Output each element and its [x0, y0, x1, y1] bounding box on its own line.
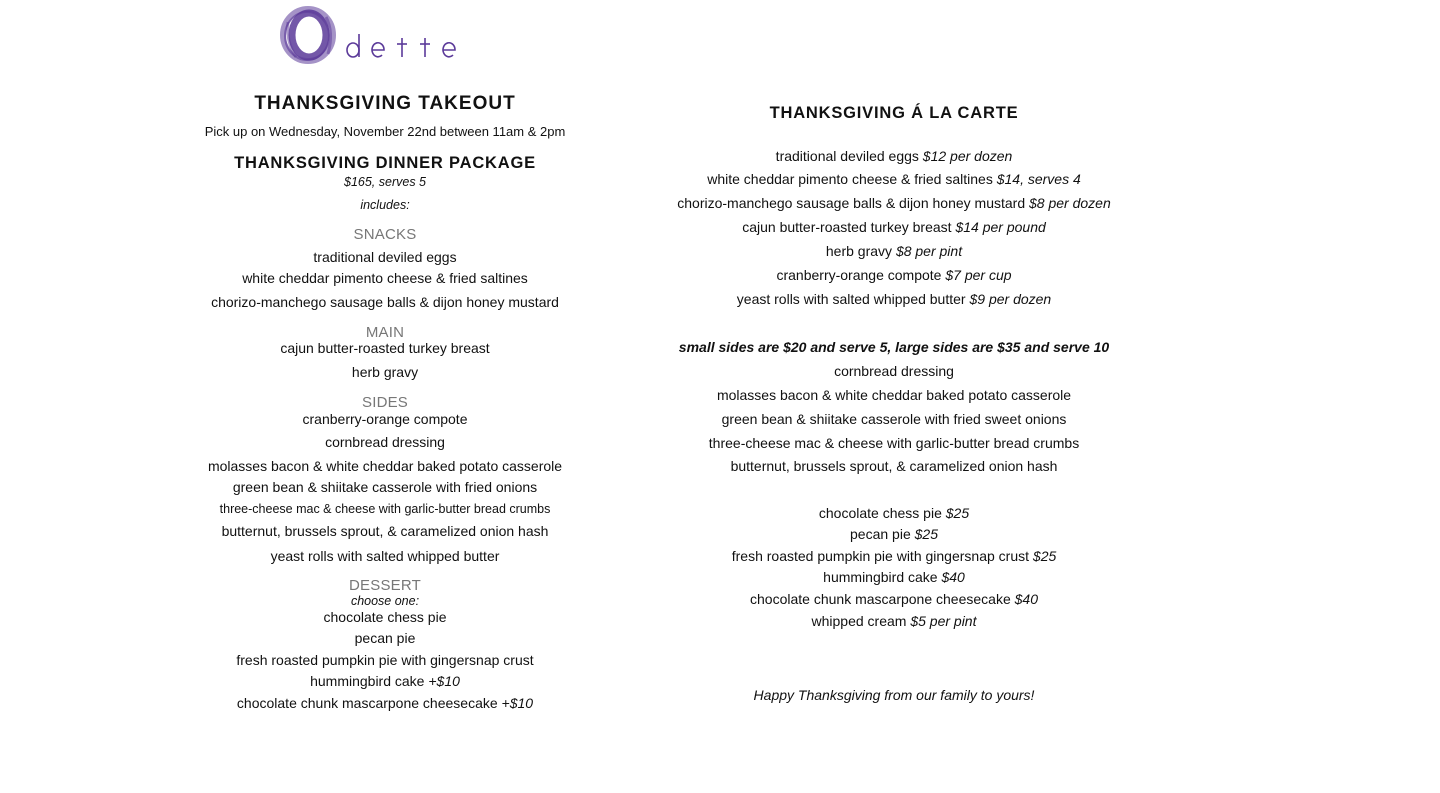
menu-item: cajun butter-roasted turkey breast $14 per pound [742, 219, 1046, 235]
menu-item: chocolate chunk mascarpone cheesecake +$10 [236, 695, 534, 711]
menu-item: three-cheese mac & cheese with garlic-butter bread crumbs [219, 502, 551, 516]
price: $8 per pint [895, 243, 963, 259]
price: $12 per dozen [922, 148, 1013, 164]
dessert-heading: DESSERT [349, 577, 421, 594]
menu-item: cornbread dressing [834, 363, 954, 379]
price: $8 per dozen [1029, 195, 1111, 211]
menu-item: butternut, brussels sprout, & caramelized onion hash [730, 458, 1058, 474]
menu-item: pecan pie [354, 630, 416, 646]
menu-item: molasses bacon & white cheddar baked potato casserole [716, 387, 1072, 403]
menu-item: cornbread dressing [325, 434, 445, 450]
price: $25 [914, 526, 938, 542]
odette-logo [278, 2, 483, 68]
menu-item: fresh roasted pumpkin pie with gingersnap crust $25 [731, 548, 1057, 564]
odette-logo-mark [278, 2, 483, 68]
package-price: $165, serves 5 [344, 175, 426, 189]
closing-message: Happy Thanksgiving from our family to yours! [753, 687, 1035, 703]
choose-one-label: choose one: [350, 594, 420, 608]
price: $25 [945, 505, 970, 521]
upcharge: +$10 [428, 673, 460, 689]
menu-item: butternut, brussels sprout, & caramelized onion hash [221, 523, 549, 539]
menu-item: traditional deviled eggs $12 per dozen [775, 148, 1013, 164]
menu-item: green bean & shiitake casserole with fried onions [232, 479, 538, 495]
pickup-info: Pick up on Wednesday, November 22nd between 11am & 2pm [204, 124, 566, 139]
menu-item: cajun butter-roasted turkey breast [280, 340, 490, 356]
includes-label: includes: [360, 198, 410, 212]
package-title: THANKSGIVING DINNER PACKAGE [234, 154, 536, 172]
menu-item: herb gravy [351, 364, 419, 380]
menu-item: chocolate chess pie [323, 609, 447, 625]
price: $5 per pint [910, 613, 977, 629]
menu-item: fresh roasted pumpkin pie with gingersnap crust [236, 652, 534, 668]
menu-item: hummingbird cake $40 [823, 569, 965, 585]
price: $25 [1032, 548, 1057, 564]
menu-item: white cheddar pimento cheese & fried saltines $14, serves 4 [707, 171, 1081, 187]
menu-item: three-cheese mac & cheese with garlic-butter bread crumbs [708, 435, 1080, 451]
price: $40 [941, 569, 965, 585]
price: $14, serves 4 [996, 171, 1081, 187]
main-heading: MAIN [365, 324, 405, 341]
upcharge: +$10 [501, 695, 534, 711]
menu-item: cranberry-orange compote $7 per cup [776, 267, 1012, 283]
menu-item: chorizo-manchego sausage balls & dijon honey mustard [211, 294, 559, 310]
menu-item: yeast rolls with salted whipped butter [270, 548, 500, 564]
price: $40 [1014, 591, 1038, 607]
sides-pricing-note: small sides are $20 and serve 5, large sides are $35 and serve 10 [678, 339, 1110, 355]
price: $7 per cup [945, 267, 1012, 283]
menu-item: hummingbird cake +$10 [310, 673, 460, 689]
menu-item: chorizo-manchego sausage balls & dijon honey mustard $8 per dozen [677, 195, 1111, 211]
menu-item: chocolate chunk mascarpone cheesecake $40 [750, 591, 1038, 607]
price: $14 per pound [955, 219, 1046, 235]
menu-item: whipped cream $5 per pint [811, 613, 977, 629]
menu-item: yeast rolls with salted whipped butter $9 per dozen [736, 291, 1052, 307]
menu-item: green bean & shiitake casserole with fried sweet onions [721, 411, 1067, 427]
menu-item: traditional deviled eggs [313, 249, 457, 265]
snacks-heading: SNACKS [353, 226, 417, 243]
a-la-carte-title: THANKSGIVING Á LA CARTE [769, 104, 1019, 122]
price: $9 per dozen [969, 291, 1052, 307]
sides-heading: SIDES [361, 394, 409, 411]
menu-item: pecan pie $25 [850, 526, 938, 542]
menu-item: herb gravy $8 per pint [825, 243, 963, 259]
menu-item: molasses bacon & white cheddar baked potato casserole [207, 458, 563, 474]
menu-item: chocolate chess pie $25 [818, 505, 970, 521]
takeout-title: THANKSGIVING TAKEOUT [254, 93, 516, 114]
menu-item: cranberry-orange compote [302, 411, 468, 427]
menu-item: white cheddar pimento cheese & fried saltines [242, 270, 528, 286]
